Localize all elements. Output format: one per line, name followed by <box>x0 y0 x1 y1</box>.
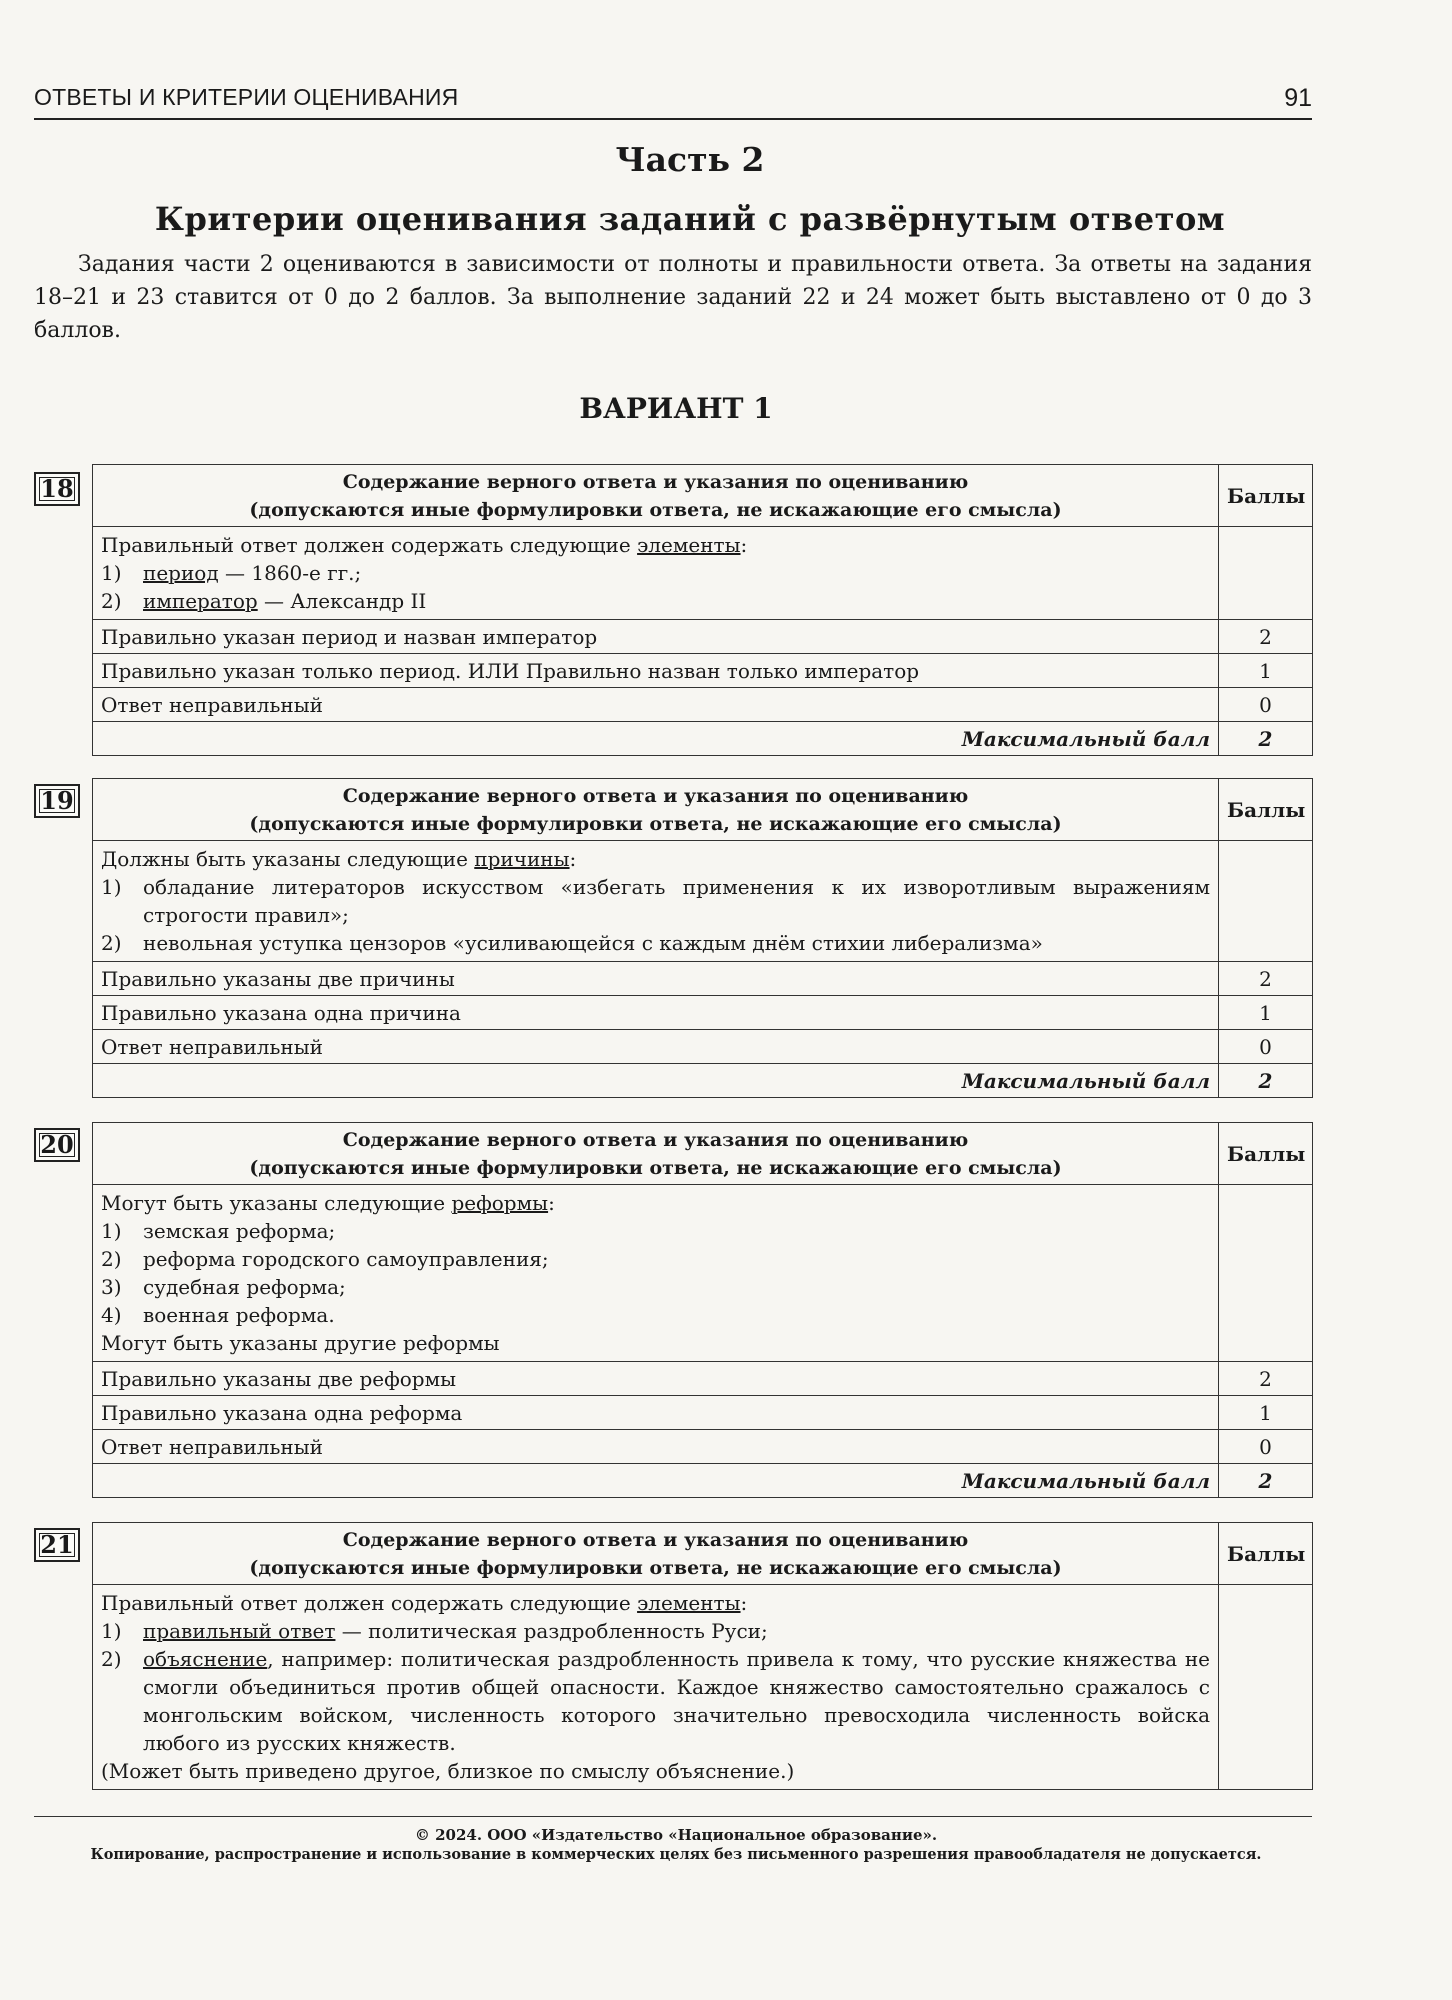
list-item-text: обладание литераторов искусством «избегать применения к их изворотливым выражениям строгости правил»; <box>143 875 1210 927</box>
footer-divider <box>34 1816 1312 1817</box>
section-title: Критерии оценивания заданий с развёрнутым ответом <box>154 200 1226 238</box>
criterion-text: Правильно указана одна реформа <box>93 1396 1219 1430</box>
page-number: 91 <box>1284 84 1312 112</box>
list-item-keyword: объяснение <box>143 1647 268 1671</box>
answer-content-points <box>1219 527 1313 620</box>
task-number-19: 19 <box>34 784 80 818</box>
list-item-number: 2) <box>101 931 122 955</box>
content-intro <box>101 531 1210 559</box>
criterion-row <box>93 688 1313 722</box>
criterion-points: 1 <box>1219 1396 1313 1430</box>
table-header-line1: Содержание верного ответа и указания по оцениванию <box>342 784 969 807</box>
list-item-number: 1) <box>101 875 122 899</box>
list-item-number: 2) <box>101 589 122 613</box>
content-intro <box>101 1589 1210 1617</box>
content-outro: Могут быть указаны другие реформы <box>101 1331 500 1355</box>
criterion-text: Правильно указаны две причины <box>93 962 1219 996</box>
list-item-number: 1) <box>101 1619 122 1643</box>
max-score-row <box>93 1464 1313 1498</box>
content-intro-prefix: Могут быть указаны следующие <box>101 1191 452 1215</box>
max-score-row <box>93 1064 1313 1098</box>
table-header-content <box>93 779 1219 841</box>
task-number-21: 21 <box>34 1528 80 1562</box>
table-header-content <box>93 1523 1219 1585</box>
criterion-row <box>93 962 1313 996</box>
list-item <box>101 1301 1210 1329</box>
max-score-label: Максимальный балл <box>93 722 1219 756</box>
content-intro <box>101 1189 1210 1217</box>
list-item <box>101 559 1210 587</box>
task-number-20: 20 <box>34 1128 80 1162</box>
list-item-keyword: период <box>143 561 219 585</box>
criterion-points: 2 <box>1219 620 1313 654</box>
criterion-text: Ответ неправильный <box>93 688 1219 722</box>
list-item <box>101 1617 1210 1645</box>
list-item-number: 4) <box>101 1303 122 1327</box>
criteria-table-19 <box>92 778 1313 1098</box>
content-intro-keyword: причины <box>474 847 570 871</box>
max-score-value: 2 <box>1219 1064 1313 1098</box>
table-header-content <box>93 1123 1219 1185</box>
table-header-row <box>93 779 1313 841</box>
max-score-value: 2 <box>1219 722 1313 756</box>
list-item <box>101 873 1210 929</box>
running-head-title: ОТВЕТЫ И КРИТЕРИИ ОЦЕНИВАНИЯ <box>34 84 459 110</box>
table-header-line2: (допускаются иные формулировки ответа, не искажающие его смысла) <box>249 812 1062 835</box>
criterion-row <box>93 996 1313 1030</box>
task-number-18: 18 <box>34 472 80 506</box>
content-intro-keyword: элементы <box>637 1591 741 1615</box>
list-item-number: 2) <box>101 1247 122 1271</box>
content-intro-suffix: : <box>548 1191 555 1215</box>
criteria-table-18 <box>92 464 1313 756</box>
content-intro-prefix: Правильный ответ должен содержать следующие <box>101 1591 638 1615</box>
content-intro-prefix: Должны быть указаны следующие <box>101 847 475 871</box>
criterion-points: 0 <box>1219 1430 1313 1464</box>
answer-content <box>93 1185 1219 1362</box>
table-header-row <box>93 465 1313 527</box>
list-item-keyword: император <box>143 589 258 613</box>
list-item <box>101 587 1210 615</box>
criterion-text: Ответ неправильный <box>93 1030 1219 1064</box>
list-item-text: , например: политическая раздробленность привела к тому, что русские княжества не смогли объединиться против общей опасности. Каждое княжество самостоятельно сражалось с монгольским войском, численность которого значительно превосходила численность войска любого из русских княжеств. <box>143 1647 1210 1755</box>
criterion-points: 1 <box>1219 996 1313 1030</box>
content-intro-prefix: Правильный ответ должен содержать следующие <box>101 533 638 557</box>
list-item-text: — 1860-е гг.; <box>218 561 362 585</box>
content-intro-keyword: элементы <box>637 533 741 557</box>
max-score-row <box>93 722 1313 756</box>
list-item <box>101 1217 1210 1245</box>
answer-content <box>93 841 1219 962</box>
criterion-text: Правильно указан период и назван император <box>93 620 1219 654</box>
criteria-table-20 <box>92 1122 1313 1498</box>
list-item <box>101 1245 1210 1273</box>
answer-content-points <box>1219 841 1313 962</box>
criterion-text: Правильно указаны две реформы <box>93 1362 1219 1396</box>
running-head <box>34 80 1312 120</box>
list-item-text: невольная уступка цензоров «усиливающейся с каждым днём стихии либерализма» <box>143 931 1043 955</box>
list-item <box>101 1273 1210 1301</box>
list-item-number: 3) <box>101 1275 122 1299</box>
content-outro: (Может быть приведено другое, близкое по смыслу объяснение.) <box>101 1759 795 1783</box>
max-score-label: Максимальный балл <box>93 1064 1219 1098</box>
list-item <box>101 1645 1210 1757</box>
table-header-points: Баллы <box>1219 465 1313 527</box>
table-header-content <box>93 465 1219 527</box>
table-header-line2: (допускаются иные формулировки ответа, не искажающие его смысла) <box>249 1556 1062 1579</box>
table-header-line1: Содержание верного ответа и указания по оцениванию <box>342 1128 969 1151</box>
answer-content-points <box>1219 1585 1313 1790</box>
table-header-row <box>93 1123 1313 1185</box>
criterion-row <box>93 1430 1313 1464</box>
list-item-text: военная реформа. <box>143 1303 335 1327</box>
list-item-keyword: правильный ответ <box>143 1619 336 1643</box>
criterion-text: Правильно указана одна причина <box>93 996 1219 1030</box>
list-item-text: реформа городского самоуправления; <box>143 1247 549 1271</box>
table-header-points: Баллы <box>1219 779 1313 841</box>
part-title: Часть 2 <box>615 140 765 179</box>
table-header-points: Баллы <box>1219 1123 1313 1185</box>
answer-content-row <box>93 1185 1313 1362</box>
content-intro-suffix: : <box>569 847 577 871</box>
criterion-points: 0 <box>1219 688 1313 722</box>
table-header-points: Баллы <box>1219 1523 1313 1585</box>
answer-content-row <box>93 527 1313 620</box>
criteria-table-21 <box>92 1522 1313 1790</box>
table-header-row <box>93 1523 1313 1585</box>
criterion-points: 0 <box>1219 1030 1313 1064</box>
table-header-line1: Содержание верного ответа и указания по оцениванию <box>342 1528 969 1551</box>
footer-copyright: © 2024. ООО «Издательство «Национальное образование». <box>414 1826 938 1844</box>
criterion-points: 2 <box>1219 962 1313 996</box>
content-intro-suffix: : <box>740 1591 748 1615</box>
answer-content-row <box>93 1585 1313 1790</box>
content-intro-keyword: реформы <box>451 1191 549 1215</box>
criterion-row <box>93 1396 1313 1430</box>
table-header-line1: Содержание верного ответа и указания по оцениванию <box>342 470 969 493</box>
list-item-text: — Александр II <box>257 589 427 613</box>
variant-title: ВАРИАНТ 1 <box>579 392 773 425</box>
criterion-text: Ответ неправильный <box>93 1430 1219 1464</box>
list-item-text: — политическая раздробленность Руси; <box>335 1619 768 1643</box>
intro-paragraph: Задания части 2 оцениваются в зависимости от полноты и правильности ответа. За ответы на задания 18–21 и 23 ставится от 0 до 2 баллов. За выполнение заданий 22 и 24 может быть выставлено от 0 до 3 баллов. <box>34 252 1312 343</box>
list-item-number: 2) <box>101 1647 122 1671</box>
footer-notice: Копирование, распространение и использование в коммерческих целях без письменного разрешения правообладателя не допускается. <box>90 1846 1262 1863</box>
content-intro <box>101 845 1210 873</box>
list-item-number: 1) <box>101 1219 122 1243</box>
criterion-row <box>93 654 1313 688</box>
criterion-row <box>93 1362 1313 1396</box>
max-score-label: Максимальный балл <box>93 1464 1219 1498</box>
table-header-line2: (допускаются иные формулировки ответа, не искажающие его смысла) <box>249 1156 1062 1179</box>
answer-content <box>93 1585 1219 1790</box>
list-item-text: судебная реформа; <box>143 1275 346 1299</box>
criterion-points: 2 <box>1219 1362 1313 1396</box>
content-intro-suffix: : <box>740 533 748 557</box>
list-item <box>101 929 1210 957</box>
list-item-text: земская реформа; <box>143 1219 336 1243</box>
answer-content-row <box>93 841 1313 962</box>
criterion-points: 1 <box>1219 654 1313 688</box>
answer-content <box>93 527 1219 620</box>
criterion-row <box>93 1030 1313 1064</box>
answer-content-points <box>1219 1185 1313 1362</box>
table-header-line2: (допускаются иные формулировки ответа, не искажающие его смысла) <box>249 498 1062 521</box>
max-score-value: 2 <box>1219 1464 1313 1498</box>
criterion-text: Правильно указан только период. ИЛИ Правильно назван только император <box>93 654 1219 688</box>
list-item-number: 1) <box>101 561 122 585</box>
criterion-row <box>93 620 1313 654</box>
